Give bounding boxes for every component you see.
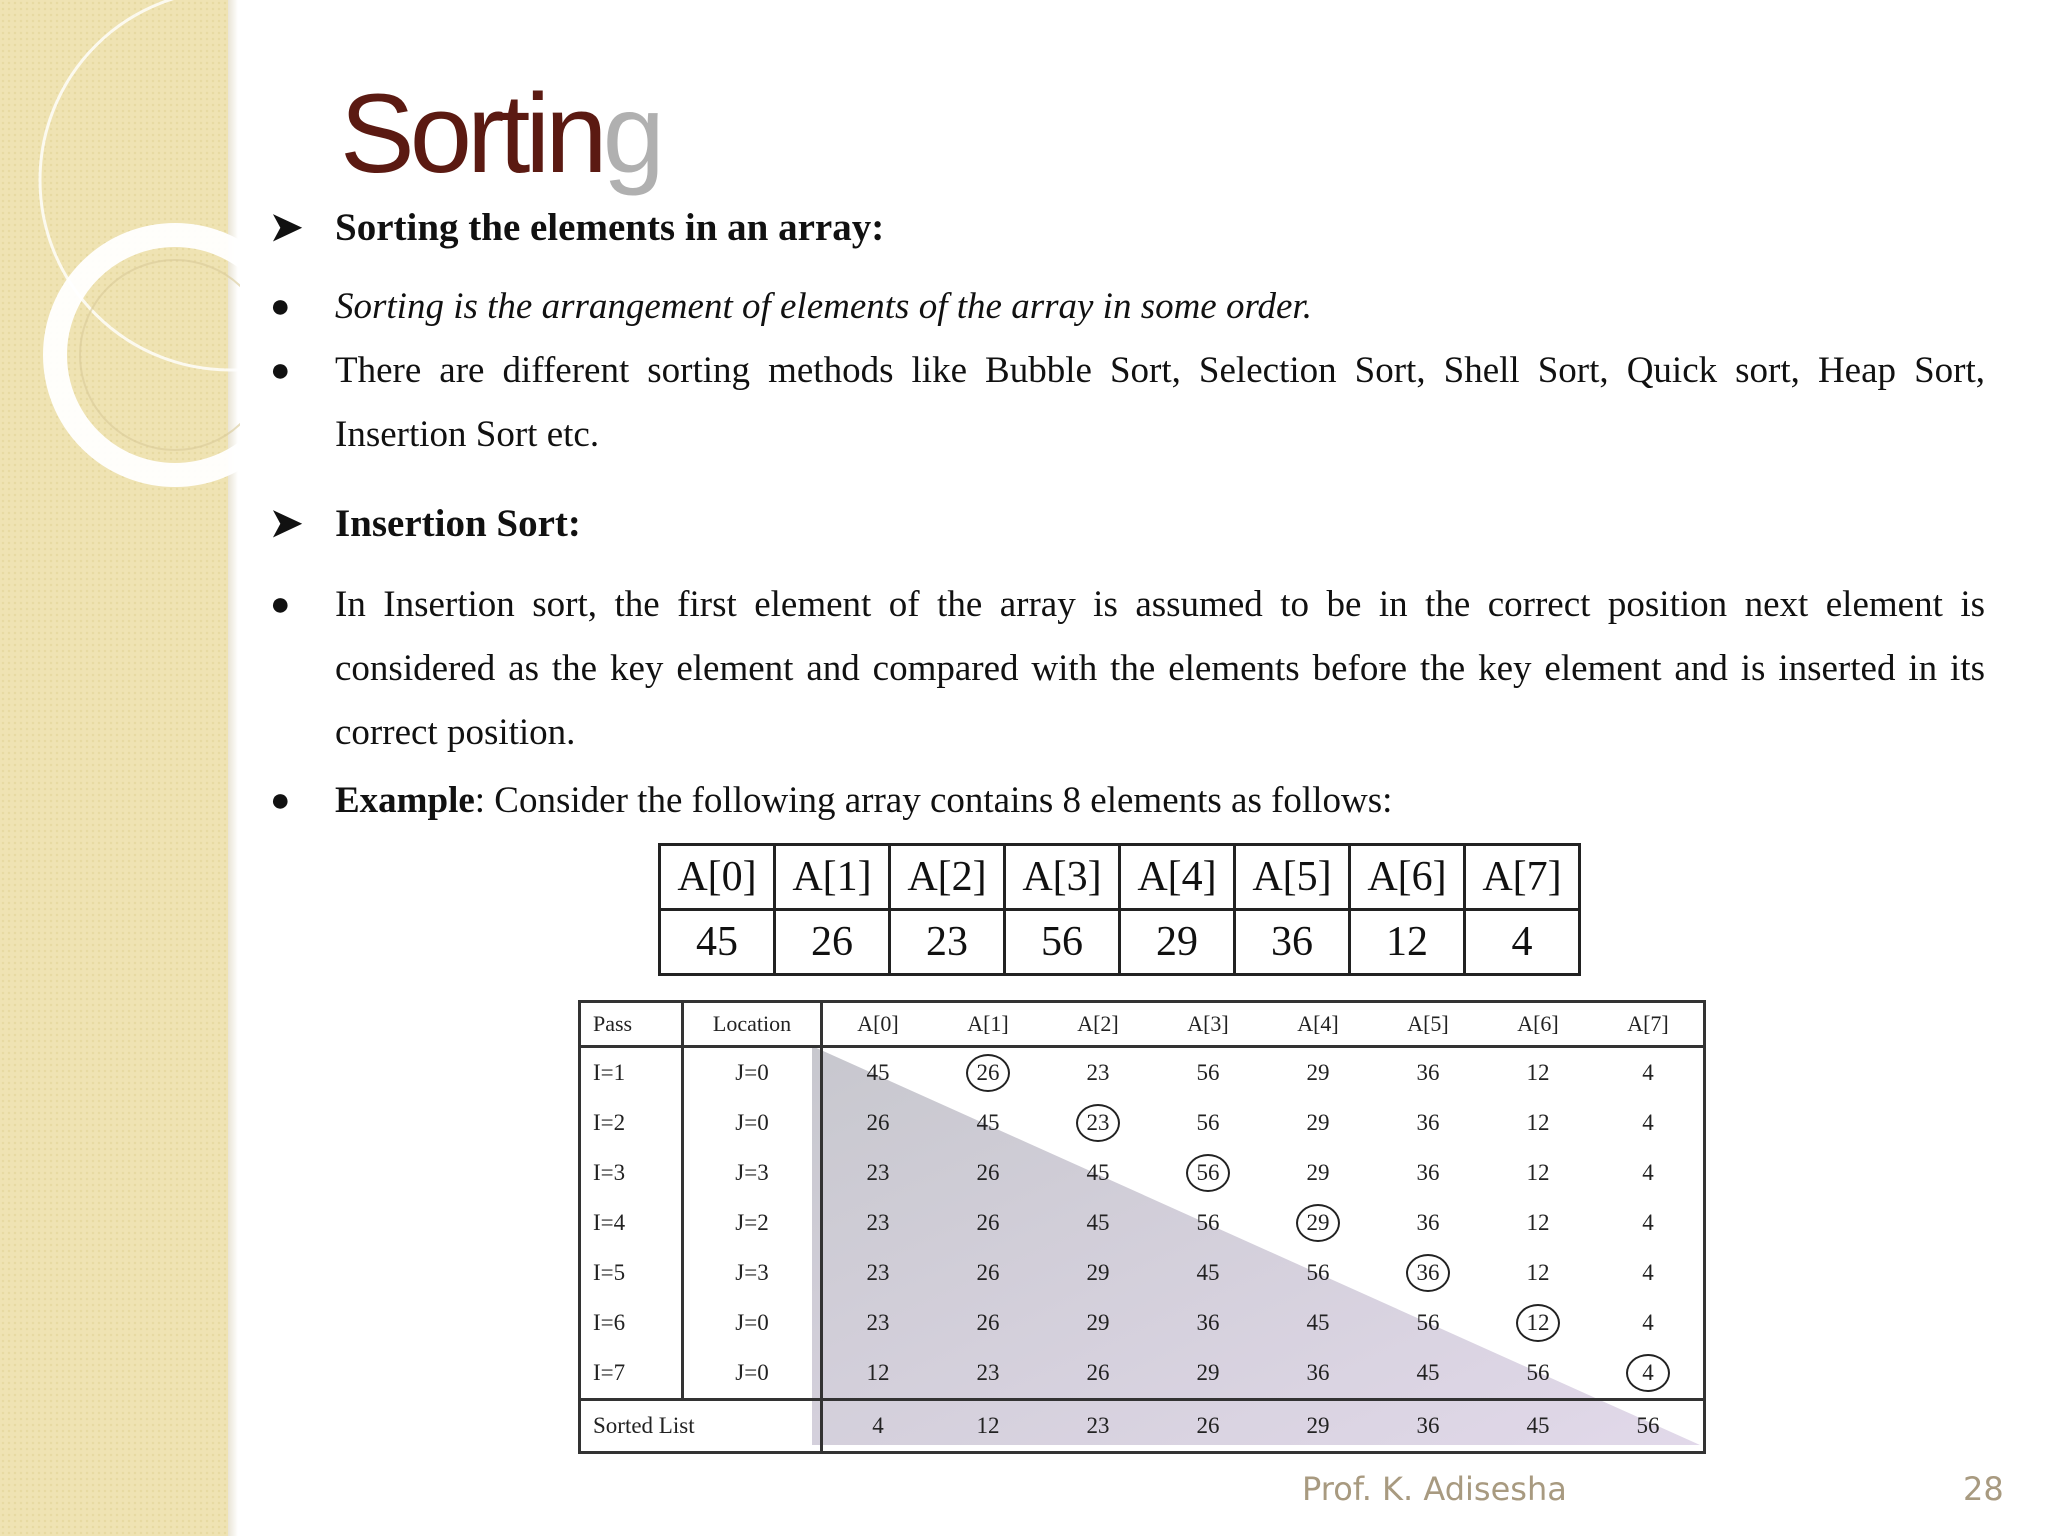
pass-value-cell: 12 <box>866 1360 890 1385</box>
pass-header-cell: A[7] <box>1593 1002 1705 1047</box>
pass-value-cell: 56 <box>1416 1310 1440 1335</box>
pass-row <box>580 1348 1705 1400</box>
pass-value-cell: 56 <box>1526 1360 1550 1385</box>
pass-value-cell: 12 <box>1526 1160 1550 1185</box>
sorted-value-cell: 12 <box>933 1400 1043 1453</box>
pass-value-cell: 12 <box>1526 1060 1550 1085</box>
array-header-cell: A[5] <box>1235 845 1350 910</box>
pass-header-cell: A[2] <box>1043 1002 1153 1047</box>
array-header-cell: A[3] <box>1005 845 1120 910</box>
location-cell: J=0 <box>683 1047 822 1099</box>
array-value-cell: 56 <box>1005 910 1120 975</box>
pass-value-cell: 45 <box>1196 1260 1220 1285</box>
sorted-value-cell: 4 <box>822 1400 934 1453</box>
pass-row <box>580 1148 1705 1198</box>
pass-value-cell: 23 <box>976 1360 1000 1385</box>
array-value-cell: 4 <box>1465 910 1580 975</box>
pass-value-cell: 4 <box>1593 1148 1705 1198</box>
pass-value-cell: 29 <box>1306 1160 1330 1185</box>
pass-value-cell: 29 <box>1306 1110 1330 1135</box>
pass-value-cell: 26 <box>976 1160 1000 1185</box>
pass-number-cell: I=4 <box>580 1198 683 1248</box>
array-value-cell: 23 <box>890 910 1005 975</box>
footer-author: Prof. K. Adisesha <box>1302 1470 1567 1508</box>
pass-value-cell <box>1373 1248 1483 1298</box>
array-header-cell: A[1] <box>775 845 890 910</box>
sorted-list-row <box>580 1400 1705 1453</box>
key-element-circle: 4 <box>1626 1354 1670 1392</box>
bullet-dot-icon: ● <box>270 288 291 325</box>
pass-value-cell: 23 <box>866 1260 890 1285</box>
pass-value-cell: 36 <box>1416 1160 1440 1185</box>
bullet-methods-text: There are different sorting methods like Bubble Sort, Selection Sort, Shell Sort, Quick sort, Heap Sort, Insertion Sort etc. <box>335 350 1985 455</box>
pass-value-cell <box>1483 1298 1593 1348</box>
pass-value-cell: 4 <box>1593 1047 1705 1099</box>
pass-number-cell: I=3 <box>580 1148 683 1198</box>
bullet-dot-icon: ● <box>270 352 291 389</box>
sorted-value-cell: 29 <box>1263 1400 1373 1453</box>
arrow-bullet-icon: ➤ <box>270 206 303 249</box>
pass-value-cell: 4 <box>1593 1098 1705 1148</box>
pass-value-cell: 26 <box>976 1210 1000 1235</box>
pass-value-cell: 23 <box>1086 1060 1110 1085</box>
array-header-cell: A[4] <box>1120 845 1235 910</box>
bullet-dot-icon: ● <box>270 586 291 623</box>
pass-value-cell <box>1153 1148 1263 1198</box>
pass-value-cell: 4 <box>1593 1248 1705 1298</box>
pass-header-cell: A[5] <box>1373 1002 1483 1047</box>
pass-value-cell: 26 <box>976 1310 1000 1335</box>
location-cell: J=0 <box>683 1098 822 1148</box>
pass-value-cell: 56 <box>1196 1110 1220 1135</box>
key-element-circle: 29 <box>1296 1204 1340 1242</box>
sorted-value-cell: 36 <box>1373 1400 1483 1453</box>
pass-value-cell: 45 <box>866 1060 890 1085</box>
array-value-cell: 12 <box>1350 910 1465 975</box>
pass-row <box>580 1098 1705 1148</box>
arrow-bullet-icon: ➤ <box>270 502 303 545</box>
heading-insertion-text: Insertion Sort: <box>335 502 581 545</box>
pass-header-cell: A[0] <box>822 1002 934 1047</box>
location-cell: J=3 <box>683 1248 822 1298</box>
pass-row <box>580 1248 1705 1298</box>
array-header-cell: A[0] <box>660 845 775 910</box>
pass-value-cell: 26 <box>1086 1360 1110 1385</box>
pass-header-cell: A[6] <box>1483 1002 1593 1047</box>
title-main: Sortin <box>340 71 603 196</box>
bullet-definition-text: Sorting is the arrangement of elements of the array in some order. <box>335 286 1312 327</box>
pass-value-cell: 26 <box>976 1260 1000 1285</box>
bullet-dot-icon: ● <box>270 782 291 819</box>
pass-number-cell: I=6 <box>580 1298 683 1348</box>
bullet-insertion-text: In Insertion sort, the first element of the array is assumed to be in the correct position next element is considered as the key element and compared with the elements before the key element and is inserted in its correct position. <box>335 584 1985 753</box>
pass-value-cell: 56 <box>1196 1210 1220 1235</box>
pass-value-cell: 23 <box>866 1160 890 1185</box>
pass-value-cell: 36 <box>1306 1360 1330 1385</box>
location-cell: J=0 <box>683 1348 822 1400</box>
pass-value-cell: 45 <box>1416 1360 1440 1385</box>
pass-value-cell: 23 <box>866 1210 890 1235</box>
pass-value-cell: 45 <box>1086 1210 1110 1235</box>
page-number: 28 <box>1963 1470 2004 1508</box>
pass-value-cell: 45 <box>976 1110 1000 1135</box>
key-element-circle: 26 <box>966 1054 1010 1092</box>
array-value-cell: 45 <box>660 910 775 975</box>
insertion-pass-table <box>578 1000 1706 1454</box>
pass-header-cell: A[3] <box>1153 1002 1263 1047</box>
array-header-cell: A[6] <box>1350 845 1465 910</box>
pass-value-cell: 12 <box>1526 1110 1550 1135</box>
pass-value-cell: 29 <box>1306 1060 1330 1085</box>
pass-number-cell: I=1 <box>580 1047 683 1099</box>
pass-value-cell: 36 <box>1416 1060 1440 1085</box>
pass-number-cell: I=5 <box>580 1248 683 1298</box>
pass-value-cell: 45 <box>1086 1160 1110 1185</box>
pass-value-cell: 45 <box>1306 1310 1330 1335</box>
pass-value-cell: 12 <box>1526 1260 1550 1285</box>
key-element-circle: 23 <box>1076 1104 1120 1142</box>
pass-value-cell <box>933 1047 1043 1099</box>
pass-header-cell: Location <box>683 1002 822 1047</box>
title-ghost: g <box>602 71 660 196</box>
pass-value-cell: 36 <box>1416 1210 1440 1235</box>
pass-value-cell: 26 <box>866 1110 890 1135</box>
location-cell: J=0 <box>683 1298 822 1348</box>
pass-value-cell: 29 <box>1086 1260 1110 1285</box>
pass-value-cell <box>1263 1198 1373 1248</box>
pass-value-cell: 4 <box>1593 1198 1705 1248</box>
bullet-example-label: Example <box>335 780 475 821</box>
pass-value-cell: 23 <box>866 1310 890 1335</box>
pass-number-cell: I=2 <box>580 1098 683 1148</box>
array-value-cell: 26 <box>775 910 890 975</box>
pass-row <box>580 1298 1705 1348</box>
pass-header-row <box>580 1002 1705 1047</box>
pass-value-cell: 29 <box>1196 1360 1220 1385</box>
sorted-value-cell: 23 <box>1043 1400 1153 1453</box>
sorted-list-label: Sorted List <box>580 1400 822 1453</box>
pass-value-cell: 29 <box>1086 1310 1110 1335</box>
heading-sorting-text: Sorting the elements in an array: <box>335 206 885 249</box>
pass-row <box>580 1047 1705 1099</box>
pass-value-cell: 36 <box>1196 1310 1220 1335</box>
pass-row <box>580 1198 1705 1248</box>
key-element-circle: 56 <box>1186 1154 1230 1192</box>
sorted-value-cell: 45 <box>1483 1400 1593 1453</box>
pass-value-cell: 36 <box>1416 1110 1440 1135</box>
array-value-cell: 36 <box>1235 910 1350 975</box>
pass-value-cell: 56 <box>1196 1060 1220 1085</box>
bullet-example-text: : Consider the following array contains 8 elements as follows: <box>474 780 1393 821</box>
pass-value-cell: 12 <box>1526 1210 1550 1235</box>
pass-value-cell <box>1593 1348 1705 1400</box>
location-cell: J=3 <box>683 1148 822 1198</box>
key-element-circle: 36 <box>1406 1254 1450 1292</box>
sorted-value-cell: 26 <box>1153 1400 1263 1453</box>
pass-value-cell: 4 <box>1593 1298 1705 1348</box>
array-header-cell: A[2] <box>890 845 1005 910</box>
pass-number-cell: I=7 <box>580 1348 683 1400</box>
pass-header-cell: Pass <box>580 1002 683 1047</box>
pass-header-cell: A[1] <box>933 1002 1043 1047</box>
key-element-circle: 12 <box>1516 1304 1560 1342</box>
location-cell: J=2 <box>683 1198 822 1248</box>
array-value-cell: 29 <box>1120 910 1235 975</box>
sorted-value-cell: 56 <box>1593 1400 1705 1453</box>
array-header-cell: A[7] <box>1465 845 1580 910</box>
pass-value-cell <box>1043 1098 1153 1148</box>
pass-header-cell: A[4] <box>1263 1002 1373 1047</box>
pass-value-cell: 56 <box>1306 1260 1330 1285</box>
